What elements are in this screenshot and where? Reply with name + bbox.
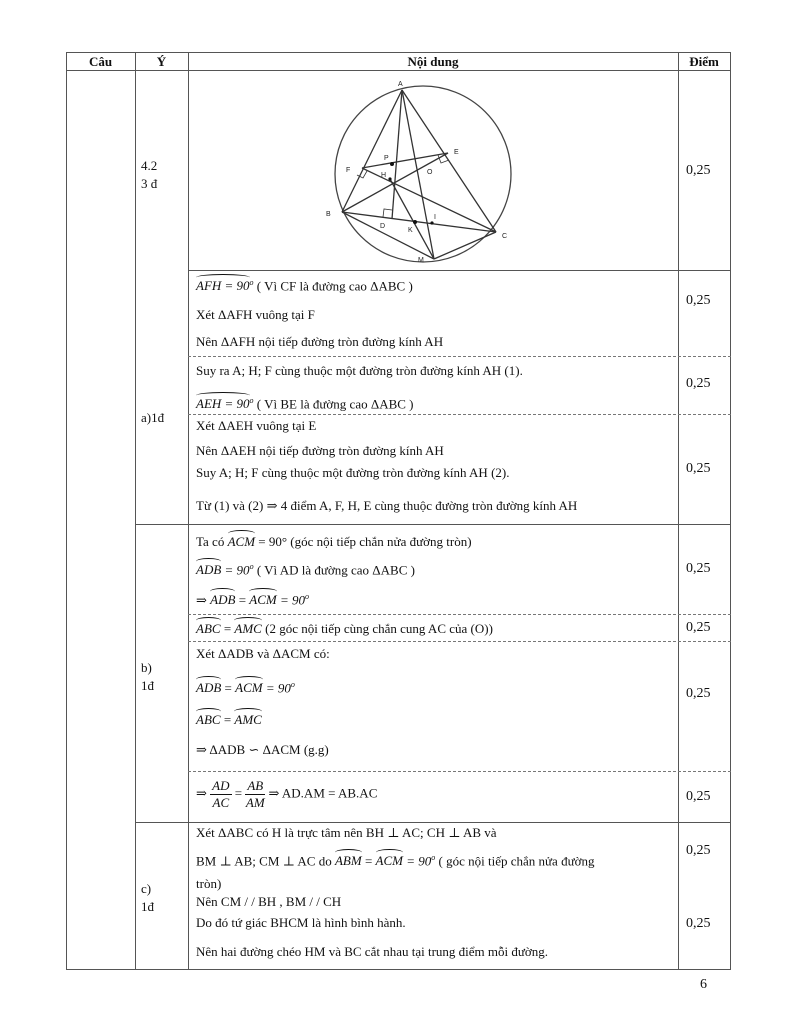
text-span: = 90 [406,853,432,869]
content-line [196,853,595,869]
text-span: ⇒ [196,592,207,608]
degree-mark: o [249,396,254,405]
content-line [196,592,309,608]
table-row-divider [188,771,731,772]
fraction-ad-ac [210,778,231,811]
text-span: = [234,785,243,801]
score-row-3: 0,25 [686,376,711,391]
content-line [196,680,295,696]
angle-amc: AMC [234,712,262,727]
text-span: = 90 [279,592,306,608]
table-row-divider [188,270,731,271]
text-span: = 90 [224,562,250,578]
figure-label-e: E [454,149,459,156]
segment-cm [434,232,496,259]
content-line [196,562,415,578]
part-label-b: b) [141,660,152,675]
fraction-ab-am [245,778,265,811]
table-row-divider [188,356,731,357]
content-line [196,621,493,637]
angle-acm: ACM [227,534,256,549]
text-span: = [224,680,232,696]
angle-acm: ACM [249,592,277,608]
angle-abc: ABC [196,621,221,636]
text-span: = [223,621,232,636]
table-border-col1 [135,52,136,970]
angle-abm: ABM [334,853,362,869]
content-line: Nên ΔAEH nội tiếp đường tròn đường kính AH [196,443,444,458]
header-diem: Điểm [689,54,719,69]
fraction-denominator: AC [212,795,230,810]
score-row-2: 0,25 [686,293,711,308]
table-border-left [66,52,67,970]
fraction-numerator: AD [212,778,230,793]
table-border-right [730,52,731,970]
segment-ad [392,90,402,219]
angle-abc: ABC [196,712,221,727]
angle-acm: ACM [235,680,263,696]
header-cau: Câu [88,54,113,69]
score-row-1: 0,25 [686,163,711,178]
text-span: BM ⊥ AB; CM ⊥ AC do [196,853,332,869]
table-border-bottom [66,969,731,970]
content-line: ⇒ ΔADB ∽ ΔACM (g.g) [196,742,329,757]
segment-bc [342,212,496,232]
score-row-5: 0,25 [686,561,711,576]
part-points-c: 1đ [141,899,154,914]
part-points-4-2: 3 đ [141,176,158,191]
segment-bm [342,212,434,259]
point-i [430,221,433,224]
geometry-figure [320,76,530,266]
figure-label-h: H [381,172,387,179]
point-p [390,162,394,166]
angle-adb: ADB [210,592,236,608]
text-span: ⇒ AD.AM = AB.AC [268,785,378,801]
score-row-6: 0,25 [686,620,711,635]
table-row-divider [135,822,731,823]
content-line: Suy ra A; H; F cùng thuộc một đường tròn đường kính AH (1). [196,363,523,378]
content-line: Do đó tứ giác BHCM là hình bình hành. [196,915,406,930]
figure-label-c: C [502,233,508,240]
content-line: Nên hai đường chéo HM và BC cắt nhau tại trung điểm mỗi đường. [196,944,549,959]
fraction-denominator: AM [245,795,265,810]
text-span: = [223,712,232,727]
table-border-col3 [678,52,679,970]
text-span: = [364,853,373,869]
figure-label-m: M [418,257,424,264]
segment-ab [342,90,402,212]
figure-label-p: P [384,155,389,162]
part-label-4-2: 4.2 [141,158,158,173]
note-text: ( Vì CF là đường cao ΔABC ) [256,278,413,294]
figure-label-o: O [427,169,433,176]
angle-adb: ADB [196,680,222,696]
score-row-9b: 0,25 [686,916,711,931]
score-row-8: 0,25 [686,789,711,804]
angle-amc: AMC [234,621,262,636]
header-noi-dung: Nội dung [407,54,459,69]
content-line: Xét ΔADB và ΔACM có: [196,646,330,661]
score-row-7: 0,25 [686,686,711,701]
content-line: Nên CM / / BH , BM / / CH [196,894,342,909]
text-span: = 90° (góc nội tiếp chắn nửa đường tròn) [258,534,472,549]
content-line: Nên ΔAFH nội tiếp đường tròn đường kính AH [196,334,444,349]
figure-label-f: F [346,167,351,174]
table-row-divider [135,524,731,525]
text-span: = [238,592,247,608]
figure-label-d: D [380,223,386,230]
point-h [388,177,391,180]
text-span: Ta có [196,534,225,549]
text-span: = 90 [265,680,291,696]
figure-label-b: B [326,211,331,218]
angle-aeh [196,396,250,412]
content-line: Xét ΔAEH vuông tại E [196,418,317,433]
content-line [196,278,413,294]
degree-mark: o [249,562,254,571]
table-row-divider [188,414,731,415]
table-header-bottom [66,70,731,71]
table-border-top [66,52,731,53]
content-line: tròn) [196,876,222,891]
part-points-b: 1đ [141,678,154,693]
point-k [413,220,417,224]
degree-mark: o [305,592,310,601]
degree-mark: o [249,278,254,287]
content-line [196,534,472,550]
table-border-col2 [188,52,189,970]
angle-afh [196,278,250,294]
content-line: Xét ΔAFH vuông tại F [196,307,315,322]
note-text: ( Vì BE là đường cao ΔABC ) [256,396,414,412]
content-line: Xét ΔABC có H là trực tâm nên BH ⊥ AC; CH ⊥ AB và [196,825,497,840]
content-line: Suy A; H; F cùng thuộc một đường tròn đường kính AH (2). [196,465,510,480]
table-row-divider [188,614,731,615]
content-line [196,778,377,811]
text-span: ⇒ [196,785,207,801]
content-line: Từ (1) và (2) ⇒ 4 điểm A, F, H, E cùng thuộc đường tròn đường kính AH [196,498,578,513]
table-row-divider [188,641,731,642]
figure-label-i: I [434,214,436,221]
fraction-numerator: AB [247,778,264,793]
degree-mark: o [290,680,295,689]
text-span: (2 góc nội tiếp cùng chắn cung AC của (O)) [265,621,493,636]
score-row-4: 0,25 [686,461,711,476]
part-label-c: c) [141,881,152,896]
right-angle-mark-d [383,209,392,217]
header-y: Ý [156,54,167,69]
degree-mark: o [431,853,436,862]
part-label-a: a)1đ [141,410,165,425]
page-number: 6 [700,977,707,992]
figure-label-a: A [398,81,403,88]
angle-adb: ADB [196,562,222,578]
figure-label-k: K [408,227,413,234]
angle-acm: ACM [375,853,403,869]
score-row-9a: 0,25 [686,843,711,858]
note-text: ( Vì AD là đường cao ΔABC ) [256,562,415,578]
content-line [196,396,414,412]
note-text: ( góc nội tiếp chắn nửa đường [438,853,595,869]
equation-text: AFH = 90 [196,278,250,294]
equation-text: AEH = 90 [196,396,250,412]
content-line [196,712,262,728]
